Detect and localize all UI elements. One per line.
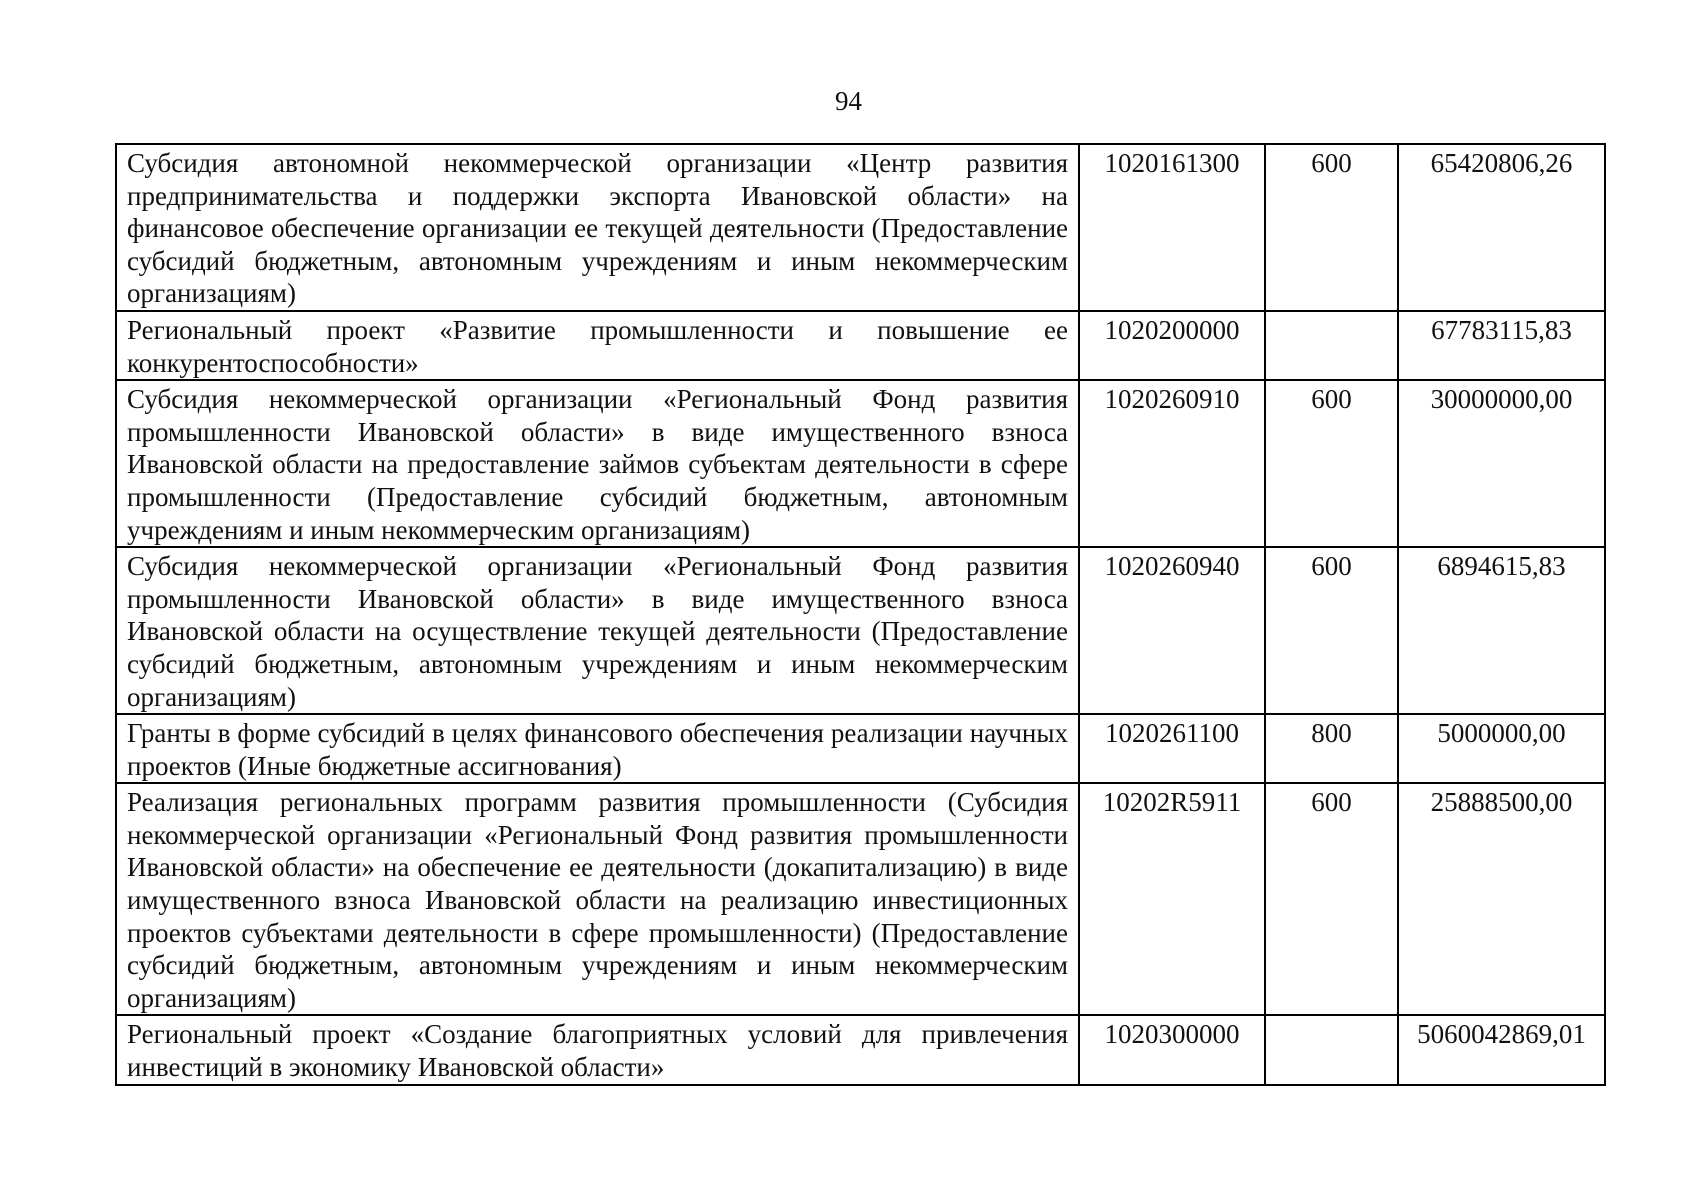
row-amount: 67783115,83 [1398,311,1605,380]
table-row [116,714,1605,783]
table-row [116,547,1605,714]
row-target-code: 10202R5911 [1079,783,1265,1015]
row-expense-type: 600 [1265,547,1398,714]
row-expense-type: 600 [1265,144,1398,311]
row-expense-type: 600 [1265,783,1398,1015]
row-target-code: 1020261100 [1079,714,1265,783]
row-description: Субсидия автономной некоммерческой организации «Центр развития предпринимательства и поддержки экспорта Ивановской области» на финансовое обеспечение организации ее текущей деятельности (Предоставление субсидий бюджетным, автономным учреждениям и иным некоммерческим организациям) [116,144,1079,311]
budget-table [115,143,1606,1086]
page-number: 94 [835,86,862,116]
table-row [116,380,1605,547]
row-target-code: 1020161300 [1079,144,1265,311]
row-description: Субсидия некоммерческой организации «Региональный Фонд развития промышленности Ивановской области» в виде имущественного взноса Ивановской области на осуществление текущей деятельности (Предоставление субсидий бюджетным, автономным учреждениям и иным некоммерческим организациям) [116,547,1079,714]
table-row [116,144,1605,311]
table-row [116,1015,1605,1084]
row-expense-type: 800 [1265,714,1398,783]
row-description: Региональный проект «Развитие промышленности и повышение ее конкурентоспособности» [116,311,1079,380]
row-amount: 5000000,00 [1398,714,1605,783]
row-target-code: 1020300000 [1079,1015,1265,1084]
row-target-code: 1020260910 [1079,380,1265,547]
row-amount: 30000000,00 [1398,380,1605,547]
table-row [116,311,1605,380]
row-target-code: 1020200000 [1079,311,1265,380]
row-target-code: 1020260940 [1079,547,1265,714]
row-description: Субсидия некоммерческой организации «Региональный Фонд развития промышленности Ивановской области» в виде имущественного взноса Ивановской области на предоставление займов субъектам деятельности в сфере промышленности (Предоставление субсидий бюджетным, автономным учреждениям и иным некоммерческим организациям) [116,380,1079,547]
row-amount: 25888500,00 [1398,783,1605,1015]
row-description: Региональный проект «Создание благоприятных условий для привлечения инвестиций в экономику Ивановской области» [116,1015,1079,1084]
row-description: Реализация региональных программ развития промышленности (Субсидия некоммерческой организации «Региональный Фонд развития промышленности Ивановской области» на обеспечение ее деятельности (докапитализацию) в виде имущественного взноса Ивановской области на реализацию инвестиционных проектов субъектами деятельности в сфере промышленности) (Предоставление субсидий бюджетным, автономным учреждениям и иным некоммерческим организациям) [116,783,1079,1015]
row-expense-type [1265,1015,1398,1084]
table-row [116,783,1605,1015]
row-description: Гранты в форме субсидий в целях финансового обеспечения реализации научных проектов (Иные бюджетные ассигнования) [116,714,1079,783]
row-amount: 65420806,26 [1398,144,1605,311]
row-amount: 5060042869,01 [1398,1015,1605,1084]
row-expense-type [1265,311,1398,380]
row-expense-type: 600 [1265,380,1398,547]
row-amount: 6894615,83 [1398,547,1605,714]
